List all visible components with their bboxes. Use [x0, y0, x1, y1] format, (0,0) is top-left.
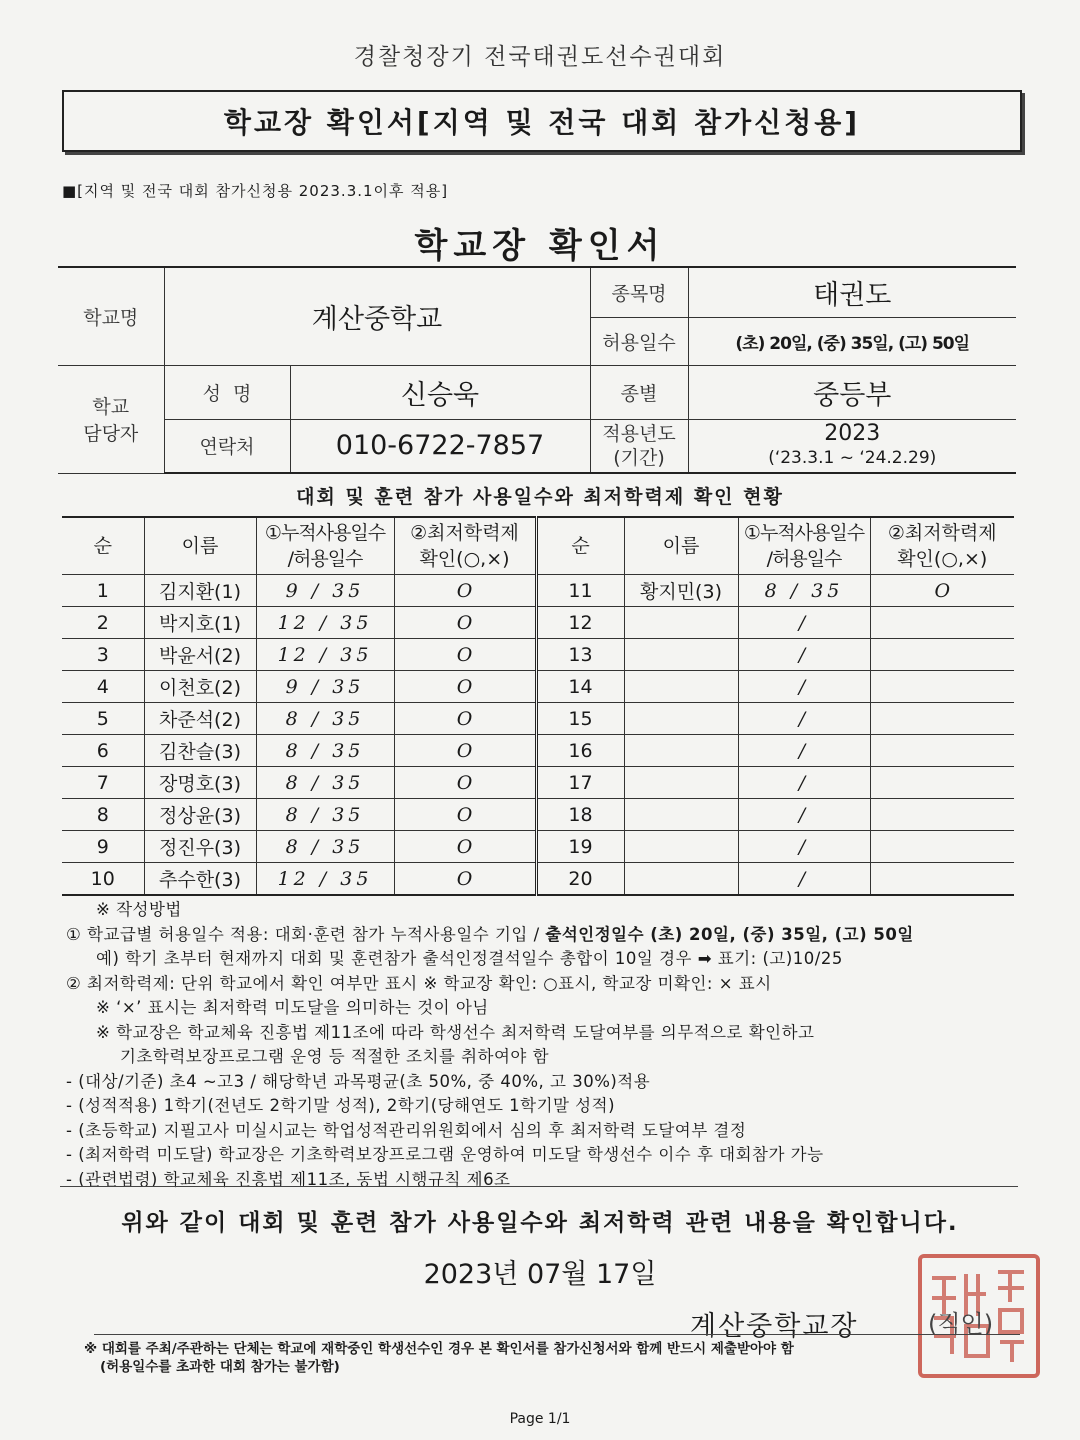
- year-label-line2: (기간): [613, 446, 665, 469]
- col-check-line2: 확인(○,×): [419, 548, 510, 570]
- note-line-8: - (성적적용) 1학기(전년도 2학기말 성적), 2학기(당해연도 1학기말 성적): [66, 1096, 616, 1115]
- row-number: 7: [62, 767, 144, 799]
- days-used: 8 / 35: [256, 767, 394, 799]
- academic-check: O: [394, 607, 536, 639]
- col-check-right: [870, 517, 1014, 575]
- year-label-line1: 적용년도: [602, 422, 676, 445]
- note-line-5: ※ 학교장은 학교체육 진흥법 제11조에 따라 학생선수 최저학력 도달여부를 의무적으로 확인하고: [96, 1022, 815, 1042]
- document-date: 2023년 07월 17일: [423, 1259, 657, 1290]
- footer-note-line2: (허용일수를 초과한 대회 참가는 불가함): [100, 1359, 340, 1375]
- allowed-days-value: (초) 20일, (중) 35일, (고) 50일: [688, 317, 1016, 365]
- row-number: 3: [62, 639, 144, 671]
- col-name-right: 이름: [624, 517, 738, 575]
- note-line-7: - (대상/기준) 초4 ~고3 / 해당학년 과목평균(초 50%, 중 40%, 고 30%)적용: [66, 1071, 651, 1091]
- note-line-1: [66, 923, 996, 948]
- form-title: 학교장 확인서: [414, 226, 666, 266]
- year-value: 2023: [824, 420, 881, 446]
- student-name: 김지환(1): [144, 575, 256, 607]
- academic-check: [870, 831, 1014, 863]
- days-used: /: [738, 799, 870, 831]
- student-name: [624, 735, 738, 767]
- school-label: 학교명: [58, 267, 164, 365]
- row-number: 11: [536, 575, 624, 607]
- row-number: 19: [536, 831, 624, 863]
- academic-check: O: [394, 671, 536, 703]
- period-value: (‘23.3.1 ~ ‘24.2.29): [768, 447, 937, 468]
- row-number: 12: [536, 607, 624, 639]
- days-used: 12 / 35: [256, 607, 394, 639]
- academic-check: [870, 799, 1014, 831]
- row-number: 6: [62, 735, 144, 767]
- student-name: 황지민(3): [624, 575, 738, 607]
- student-name: 김찬슬(3): [144, 735, 256, 767]
- table-row: [62, 863, 1014, 896]
- note-line-11: - (관련법령) 학교체육 진흥법 제11조, 동법 시행규칙 제6조: [66, 1169, 511, 1189]
- school-value: 계산중학교: [164, 267, 590, 365]
- note-line-1b: 출석인정일수 (초) 20일, (중) 35일, (고) 50일: [545, 924, 914, 944]
- days-used: /: [738, 767, 870, 799]
- page-number: Page 1/1: [509, 1411, 571, 1427]
- row-number: 4: [62, 671, 144, 703]
- student-name: 차준석(2): [144, 703, 256, 735]
- footer-note: [84, 1340, 794, 1376]
- year-label: [590, 419, 688, 473]
- table-row: [62, 607, 1014, 639]
- col-days-line2-right: /허용일수: [766, 548, 842, 570]
- academic-check: O: [394, 831, 536, 863]
- col-days-line1-right: ①누적사용일수: [743, 522, 865, 544]
- days-used: 9 / 35: [256, 671, 394, 703]
- col-days: [256, 517, 394, 575]
- academic-check: O: [394, 735, 536, 767]
- info-table: [58, 266, 1016, 474]
- col-days-line2: /허용일수: [287, 548, 363, 570]
- academic-check: O: [394, 639, 536, 671]
- year-cell: [688, 419, 1016, 473]
- table-row: [62, 735, 1014, 767]
- row-number: 10: [62, 863, 144, 896]
- table-row: [62, 767, 1014, 799]
- table-row: [62, 831, 1014, 863]
- days-used: /: [738, 863, 870, 896]
- col-no: 순: [62, 517, 144, 575]
- academic-check: [870, 607, 1014, 639]
- academic-check: [870, 703, 1014, 735]
- student-name: [624, 671, 738, 703]
- student-name: [624, 863, 738, 896]
- principal-name: 계산중학교장: [690, 1311, 859, 1342]
- days-used: /: [738, 735, 870, 767]
- note-line-9: - (초등학교) 지필고사 미실시교는 학업성적관리위원회에서 심의 후 최저학력 도달여부 결정: [66, 1120, 747, 1140]
- col-check: [394, 517, 536, 575]
- footer-note-line1: ※ 대회를 주최/주관하는 단체는 학교에 재학중인 학생선수인 경우 본 확인서를 참가신청서와 함께 반드시 제출받아야 함: [84, 1341, 794, 1357]
- note-line-3: ② 최저학력제: 단위 학교에서 확인 여부만 표시 ※ 학교장 확인: ○표시, 학교장 미확인: × 표시: [66, 973, 772, 993]
- student-name: 장명호(3): [144, 767, 256, 799]
- row-number: 2: [62, 607, 144, 639]
- sport-label: 종목명: [590, 267, 688, 317]
- status-title: 대회 및 훈련 참가 사용일수와 최저학력제 확인 현황: [296, 486, 784, 508]
- seal-mark: (직인): [928, 1310, 994, 1338]
- event-title: 경찰청장기 전국태권도선수권대회: [353, 44, 727, 70]
- student-name: 박윤서(2): [144, 639, 256, 671]
- status-table: [62, 516, 1014, 896]
- row-number: 14: [536, 671, 624, 703]
- status-body: [62, 575, 1014, 896]
- row-number: 9: [62, 831, 144, 863]
- note-line-4: ※ ‘×’ 표시는 최저학력 미도달을 의미하는 것이 아님: [96, 998, 489, 1017]
- days-used: 8 / 35: [738, 575, 870, 607]
- manager-label-line1: 학교: [92, 396, 130, 418]
- row-number: 16: [536, 735, 624, 767]
- academic-check: [870, 863, 1014, 896]
- table-row: [62, 799, 1014, 831]
- name-label: 성 명: [164, 365, 290, 419]
- row-number: 13: [536, 639, 624, 671]
- col-no-right: 순: [536, 517, 624, 575]
- student-name: 박지호(1): [144, 607, 256, 639]
- col-check-line1: ②최저학력제: [410, 522, 519, 544]
- notes-heading: ※ 작성방법: [96, 900, 182, 919]
- row-number: 17: [536, 767, 624, 799]
- main-title: 학교장 확인서[지역 및 전국 대회 참가신청용]: [62, 90, 1022, 152]
- academic-check: [870, 735, 1014, 767]
- note-line-1a: ① 학교급별 허용일수 적용: 대회·훈련 참가 누적사용일수 기입 /: [66, 924, 546, 944]
- row-number: 8: [62, 799, 144, 831]
- allowed-days-label: 허용일수: [590, 317, 688, 365]
- days-used: /: [738, 671, 870, 703]
- note-line-10: - (최저학력 미도달) 학교장은 기초학력보장프로그램 운영하여 미도달 학생선수 이수 후 대회참가 가능: [66, 1145, 824, 1164]
- student-name: 추수한(3): [144, 863, 256, 896]
- col-days-right: [738, 517, 870, 575]
- row-number: 5: [62, 703, 144, 735]
- col-name: 이름: [144, 517, 256, 575]
- academic-check: O: [394, 863, 536, 896]
- form-note: ■[지역 및 전국 대회 참가신청용 2023.3.1이후 적용]: [62, 182, 449, 200]
- days-used: /: [738, 703, 870, 735]
- days-used: 9 / 35: [256, 575, 394, 607]
- student-name: [624, 703, 738, 735]
- name-value: 신승욱: [290, 365, 590, 419]
- table-row: [62, 639, 1014, 671]
- col-days-line1: ①누적사용일수: [264, 522, 386, 544]
- row-number: 15: [536, 703, 624, 735]
- academic-check: O: [394, 767, 536, 799]
- note-line-6: 기초학력보장프로그램 운영 등 적절한 조치를 취하여야 함: [120, 1047, 550, 1066]
- academic-check: [870, 767, 1014, 799]
- days-used: /: [738, 639, 870, 671]
- instructions: [66, 898, 996, 1192]
- row-number: 1: [62, 575, 144, 607]
- row-number: 20: [536, 863, 624, 896]
- academic-check: O: [394, 575, 536, 607]
- table-row: [62, 671, 1014, 703]
- col-check-line1-right: ②최저학력제: [887, 522, 997, 544]
- table-row: [62, 703, 1014, 735]
- academic-check: [870, 671, 1014, 703]
- table-row: [62, 575, 1014, 607]
- student-name: 이천호(2): [144, 671, 256, 703]
- academic-check: [870, 639, 1014, 671]
- category-value: 중등부: [688, 365, 1016, 419]
- academic-check: O: [394, 799, 536, 831]
- divider: [60, 1186, 1018, 1187]
- academic-check: O: [870, 575, 1014, 607]
- student-name: [624, 831, 738, 863]
- contact-label: 연락처: [164, 419, 290, 473]
- days-used: 8 / 35: [256, 735, 394, 767]
- note-line-2: 예) 학기 초부터 현재까지 대회 및 훈련참가 출석인정결석일수 총합이 10일 경우 ➡ 표기: (고)10/25: [96, 949, 843, 968]
- days-used: 8 / 35: [256, 703, 394, 735]
- days-used: /: [738, 607, 870, 639]
- confirm-statement: 위와 같이 대회 및 훈련 참가 사용일수와 최저학력 관련 내용을 확인합니다.: [121, 1210, 959, 1236]
- student-name: 정상윤(3): [144, 799, 256, 831]
- manager-label: [58, 365, 164, 473]
- days-used: 8 / 35: [256, 831, 394, 863]
- row-number: 18: [536, 799, 624, 831]
- student-name: [624, 607, 738, 639]
- category-label: 종별: [590, 365, 688, 419]
- sport-value: 태권도: [688, 267, 1016, 317]
- col-check-line2-right: 확인(○,×): [897, 548, 988, 570]
- footer-divider: [94, 1334, 1020, 1335]
- student-name: 정진우(3): [144, 831, 256, 863]
- academic-check: O: [394, 703, 536, 735]
- manager-label-line2: 담당자: [83, 423, 139, 445]
- student-name: [624, 799, 738, 831]
- days-used: /: [738, 831, 870, 863]
- student-name: [624, 767, 738, 799]
- days-used: 12 / 35: [256, 639, 394, 671]
- days-used: 8 / 35: [256, 799, 394, 831]
- student-name: [624, 639, 738, 671]
- days-used: 12 / 35: [256, 863, 394, 896]
- contact-value: 010-6722-7857: [290, 419, 590, 473]
